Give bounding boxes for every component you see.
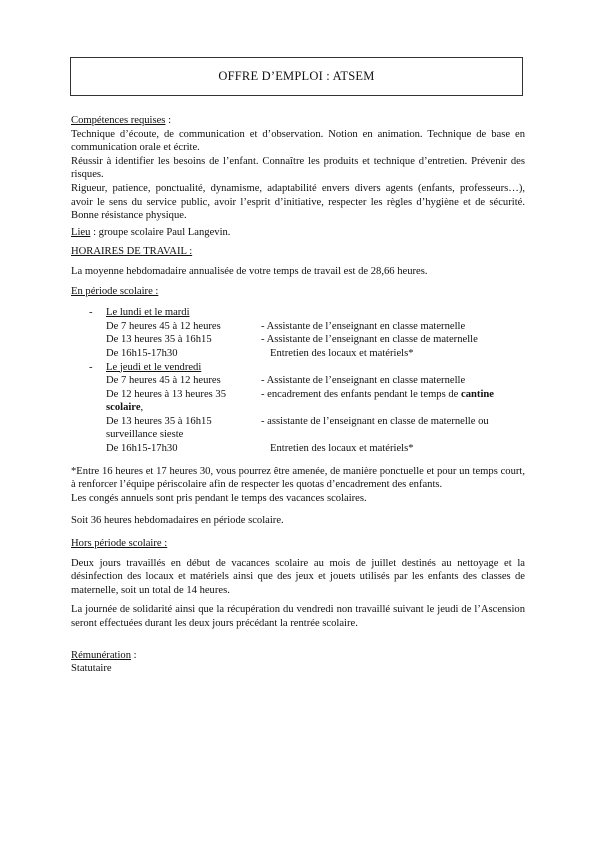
lieu-value: : groupe scolaire Paul Langevin. <box>90 226 231 238</box>
schedule-desc: - assistante de l’enseignant en classe de maternelle ou <box>261 415 489 427</box>
schedule-time: De 7 heures 45 à 12 heures <box>106 375 221 387</box>
schedule-group-1-label-line <box>71 306 525 320</box>
remuneration-heading: Rémunération <box>71 649 132 661</box>
competences-heading-suffix: : <box>165 115 172 126</box>
remuneration-value: Statutaire <box>71 663 112 675</box>
schedule <box>71 306 525 456</box>
schedule-continuation-rest: , <box>140 402 144 414</box>
hors-periode-p1: Deux jours travaillés en début de vacances scolaire au mois de juillet destinés au nettoyage et la désinfection des locaux et matériels ainsi que des jeux et jouets utilisés par les enfants des classes de maternelle, soit un total de 14 heures. <box>71 557 525 596</box>
schedule-time: De 13 heures 35 à 16h15 <box>106 334 212 346</box>
schedule-continuation <box>71 401 525 415</box>
title-box <box>70 57 523 96</box>
schedule-desc: - Assistante de l’enseignant en classe de maternelle <box>261 334 478 346</box>
schedule-desc: - Assistante de l’enseignant en classe maternelle <box>261 320 466 332</box>
schedule-row <box>71 388 525 402</box>
schedule-row <box>71 320 525 334</box>
horaires-heading: HORAIRES DE TRAVAIL : <box>71 246 193 258</box>
schedule-time: De 16h15-17h30 <box>106 347 178 359</box>
schedule-group-2-label-line <box>71 361 525 375</box>
schedule-time: De 16h15-17h30 <box>106 443 178 455</box>
conges-text: Les congés annuels sont pris pendant le temps des vacances scolaires. <box>71 492 367 504</box>
schedule-desc-bold: cantine <box>461 388 494 400</box>
remuneration-heading-suffix: : <box>131 649 137 661</box>
schedule-time: De 7 heures 45 à 12 heures <box>106 320 221 332</box>
competences-heading-line <box>71 114 525 128</box>
bullet-dash: - <box>89 361 93 373</box>
hors-periode-heading: Hors période scolaire : <box>71 538 168 550</box>
schedule-continuation-rest: surveillance sieste <box>106 429 184 441</box>
schedule-desc-text: - encadrement des enfants pendant le temps de <box>261 388 462 400</box>
competences-line-1: Technique d’écoute, de communication et d’observation. Notion en animation. Technique de base en communication orale et écrite. <box>71 128 525 154</box>
schedule-row <box>71 347 525 361</box>
schedule-row <box>71 415 525 429</box>
competences-line-3: Rigueur, patience, ponctualité, dynamisme, adaptabilité envers divers agents (enfants, professeurs…), avoir le sens du service public, avoir l’esprit d’initiative, respecter les règles d’hygiène et de sécurité. Bonne résistance physique. <box>71 182 525 222</box>
periode-scolaire-heading: En période scolaire : <box>71 285 159 297</box>
schedule-row <box>71 374 525 388</box>
schedule-desc: Entretien des locaux et matériels* <box>270 347 414 359</box>
lieu-line <box>71 226 525 240</box>
bullet-dash: - <box>89 307 93 319</box>
schedule-continuation-bold: scolaire <box>106 402 141 414</box>
schedule-group-2-label: Le jeudi et le vendredi <box>106 361 202 373</box>
page-title: OFFRE D’EMPLOI : ATSEM <box>218 68 375 83</box>
schedule-group-1-label: Le lundi et le mardi <box>106 307 190 319</box>
schedule-row <box>71 442 525 456</box>
note-text: *Entre 16 heures et 17 heures 30, vous pourrez être amenée, de manière ponctuelle et pour un temps court, à renforcer l’équipe périscolaire afin de respecter les quotas d’encadrement des enfants. <box>71 465 525 491</box>
lieu-label: Lieu <box>71 226 91 238</box>
remuneration-heading-line <box>71 649 525 663</box>
schedule-continuation <box>71 428 525 442</box>
schedule-desc: Entretien des locaux et matériels* <box>270 443 414 455</box>
schedule-desc: - Assistante de l’enseignant en classe maternelle <box>261 375 466 387</box>
soit-text: Soit 36 heures hebdomadaires en période scolaire. <box>71 515 284 527</box>
schedule-desc <box>261 388 525 402</box>
competences-heading: Compétences requises <box>71 115 166 126</box>
schedule-row <box>71 333 525 347</box>
competences-line-2: Réussir à identifier les besoins de l’enfant. Connaître les produits et technique d’entretien. Prévenir des risques. <box>71 155 525 181</box>
hors-periode-p2: La journée de solidarité ainsi que la récupération du vendredi non travaillé suivant le jeudi de l’Ascension seront effectuées durant les deux jours précédant la rentrée scolaire. <box>71 604 525 629</box>
moyenne-text: La moyenne hebdomadaire annualisée de votre temps de travail est de 28,66 heures. <box>71 265 428 277</box>
schedule-time: De 12 heures à 13 heures 35 <box>106 388 227 400</box>
schedule-time: De 13 heures 35 à 16h15 <box>106 415 212 427</box>
document-body <box>71 114 525 676</box>
schedule-continuation-text <box>106 401 143 415</box>
